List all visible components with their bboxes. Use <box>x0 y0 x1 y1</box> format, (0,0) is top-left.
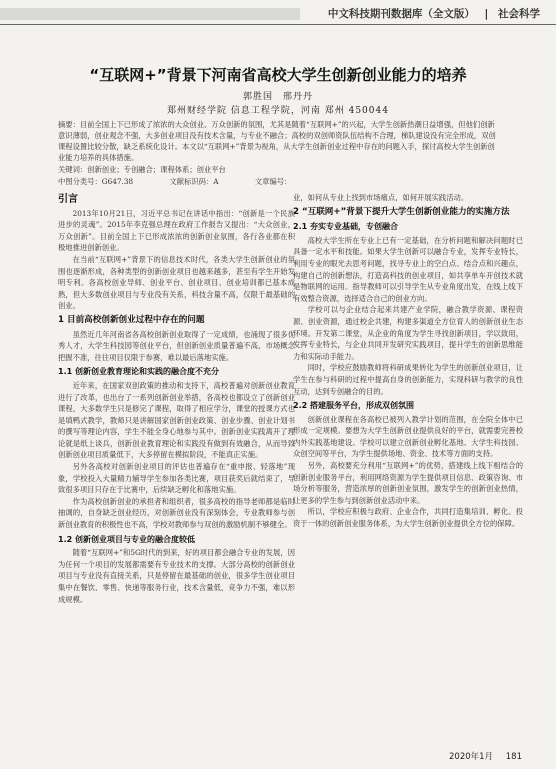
paragraph: 另外各高校对创新创业项目的评估也普遍存在“重申报、轻落地”现象，学校投入大量精力辅导学生参加各类比赛，项目获奖后就结束了，导致很多项目只存在于比赛中，后续缺乏孵化和落地实施。 <box>58 462 295 495</box>
paragraph: 同时，学校应鼓励教师将科研成果转化为学生的创新创业项目，让学生在参与科研的过程中提高自身的创新能力，实现科研与教学的良性互动，达到专创融合的目的。 <box>293 363 523 396</box>
article-title: “互联网+”背景下河南省高校大学生创新创业能力的培养 <box>89 66 467 84</box>
subsection-heading: 2.2 搭建服务平台，形成双创氛围 <box>293 401 414 411</box>
article-abstract: 摘要：目前全国上下已形成了浓浓的大众创业、万众创新的氛围，尤其是随着“互联网+”的兴起，大学生创新热潮日益增强，但他们创新意识薄弱，创业观念不强，大多创业项目没有技术含量，与专业不融合；高校的双创师资队伍结构不合理，梯队建设没有完全形成，双创课程设置比较分散，缺乏系统化设计。本文以“互联网+”背景为视角，从大学生创新创业过程中存在的问题入手，探讨高校大学生创新创业能力培养的具体措施。 <box>58 120 496 162</box>
paragraph: 随着“互联网+”和5G时代的到来，好的项目都会融合专业的发展，因为任何一个项目的发展都需要有专业技术的支撑。大部分高校的创新创业项目与专业没有直接关系，只是停留在最基础的创业，很多学生创业项目集中在餐饮、零售、快递等服务行业，技术含量低，竞争力不强，难以形成规模。 <box>58 548 295 604</box>
article-affiliation: 郑州财经学院 信息工程学院，河南 郑州 450044 <box>167 106 389 116</box>
section-heading: 1 目前高校创新创业过程中存在的问题 <box>58 314 205 325</box>
section-heading: 2 “互联网+”背景下提升大学生创新创业能力的实施方法 <box>293 206 510 217</box>
issue-date: 2020年1月 <box>449 752 494 762</box>
paragraph: 另外，高校要充分利用“互联网+”的优势，搭建线上线下相结合的创新创业服务平台，利用网络资源为学生提供项目信息、政策咨询、市场分析等服务，营造浓厚的创新创业氛围，激发学生的创新创业热情，让更多的学生参与到创新创业活动中来。 <box>293 461 523 505</box>
subsection-heading: 1.1 创新创业教育理论和实践的融合度不充分 <box>58 367 219 377</box>
right-column <box>293 192 523 746</box>
paragraph: 学校可以与企业结合起来共建产业学院，融合教学资源、课程资源、创业资源，通过校企共建，构建多渠道全方位育人的创新创业生态环境。开发第二课堂，从企业的角度为学生寻找创新项目，学以致用，发挥专业特长，与企业共同开发研究实践项目，提升学生的创新思维能力和实际动手能力。 <box>293 305 523 361</box>
paragraph: 所以，学校应积极与政府、企业合作，共同打造集培训、孵化、投资于一体的创新创业服务体系，为大学生创新创业提供全方位的保障。 <box>293 507 523 529</box>
page-header <box>0 0 556 26</box>
page-number: 181 <box>505 752 522 762</box>
paragraph: 2013年10月21日，习近平总书记在讲话中指出：“创新是一个民族进步的灵魂”。2015年李克强总理在政府工作报告又提出：“大众创业，万众创新”。目前全国上下已形成浓浓的创新创业氛围，各行各业都在积极地推进创新创业。 <box>58 208 295 253</box>
intro-heading: 引言 <box>58 194 78 205</box>
header-separator: | <box>484 8 489 20</box>
article-number: 文章编号： <box>254 177 292 186</box>
left-column <box>58 192 295 746</box>
clc-number: 中图分类号：G647.38 <box>58 177 134 186</box>
article-keywords: 关键词：创新创业；专创融合；课程体系；创业平台 <box>58 165 226 174</box>
paragraph: 创新创业课程在各高校已被列入教学计划的范围，在全院全体中已形成一定规模。要想为大学生创新创业提供良好的平台，就需要完善校内外实践基地建设。学校可以建立创新创业孵化基地、大学生科技园、众创空间等平台，为学生提供场地、资金、技术等方面的支持。 <box>293 414 523 459</box>
paragraph: 业，如何从专业上找到市场痛点，如何开展实践活动。 <box>293 193 469 202</box>
header-bar <box>0 8 300 20</box>
paragraph: 高校大学生所在专业上已有一定基础，在分析问题和解决问题时已具备一定水平和技能。如果大学生创新可以融合专业，发挥专业特长，利用专业的眼光去思考问题，找寻专业上的空白点、结合点和兴趣点，构建自己的创新想法，打造高科技的创业项目，如共享单车开创技术就是物联网的运用。指导教师可以引导学生从专业角度出发，在线上线下有效整合资源，选择适合自己的创业方向。 <box>293 235 523 303</box>
journal-name <box>328 6 540 21</box>
classification-line <box>58 177 325 187</box>
paragraph: 作为高校创新创业的承担者和组织者，很多高校的指导老师都是临时抽调的，自身缺乏创业经历，对创新创业没有深刻体会，专业教师参与创新创业教育的积极性也不高，学校对教师参与双创的激励机制不够健全。 <box>58 496 295 530</box>
paragraph: 虽然近几年河南省各高校创新创业取得了一定成绩，也涌现了很多优秀人才，大学生科技园等创业平台，但创新创业质量普遍不高，市场概念把握不准，往往项目仅限于参赛，难以最后落地实施。 <box>58 329 295 362</box>
header-rule <box>0 24 556 25</box>
article-authors: 郭胜国 邢丹丹 <box>242 92 313 102</box>
section-name: 社会科学 <box>498 8 540 20</box>
doc-code: 文献标识码：A <box>169 177 219 186</box>
journal-title: 中文科技期刊数据库（全文版） <box>327 8 475 20</box>
subsection-heading: 1.2 创新创业项目与专业的融合度较低 <box>58 534 195 544</box>
paragraph: 在当前“互联网+”背景下的信息技术时代，各类大学生创新创业的氛围也逐渐形成，各种类型的创新创业项目也越来越多，甚至有学生开始发明专利。各高校创业导师、创业平台、创业项目、创业培训都已基本成熟，但大多数创业项目与专业没有关系，科技含量不高，仅限于最基础的创业。 <box>58 254 295 311</box>
subsection-heading: 2.1 夯实专业基础，专创融合 <box>293 222 398 232</box>
page-footer <box>439 750 522 762</box>
paragraph: 近年来，在国家双创政策的推动和支持下，高校普遍对创新创业教育进行了改革，也出台了一系列创新创业举措，各高校也都设立了创新创业课程，大多数学生只是修完了课程，取得了相应学分，课堂的授课方式也是填鸭式教学，教师只是讲解国家创新创业政策、创业步骤、创业计划书的撰写等理论内容，学生不能全身心地参与其中。创新创业实践离开了理论就是纸上谈兵，创新创业教育理论和实践没有做到有效融合，从而导致创新创业项目质量低下，大多停留在模拟阶段，不能真正实施。 <box>58 380 295 460</box>
